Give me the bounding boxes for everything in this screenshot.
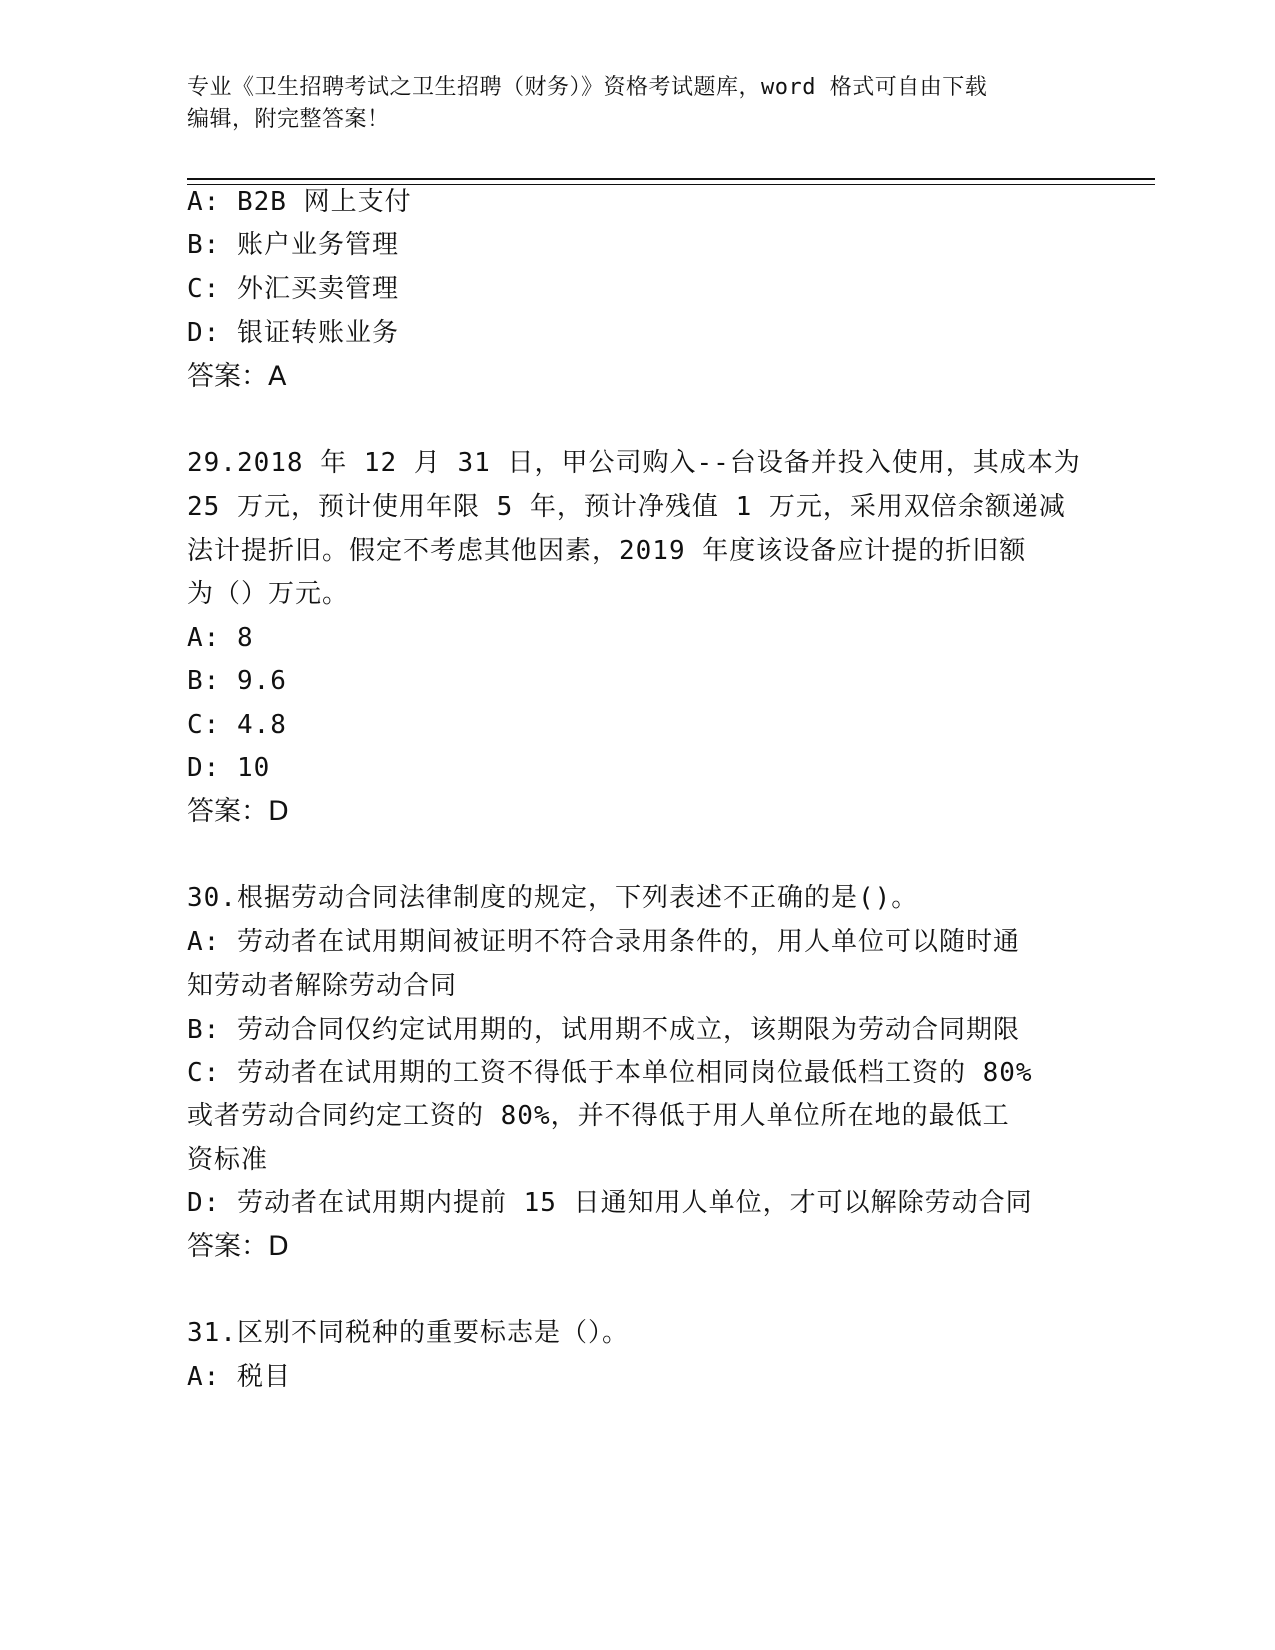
header-line-1: 专业《卫生招聘考试之卫生招聘（财务）》资格考试题库，word 格式可自由下载: [187, 75, 988, 100]
prev-answer: 答案：A: [187, 361, 287, 392]
q30-answer: 答案：D: [187, 1231, 289, 1262]
q30-line-1: A: 劳动者在试用期间被证明不符合录用条件的，用人单位可以随时通: [187, 927, 1020, 957]
q29-option-a: A: 8: [187, 623, 254, 653]
q30-line-6: 资标准: [187, 1145, 269, 1175]
document-header: [187, 72, 1087, 136]
q29-stem-line-4: 为（）万元。: [187, 579, 350, 609]
prev-option-c: C: 外汇买卖管理: [187, 274, 399, 304]
q29-stem-line-2: 25 万元，预计使用年限 5 年，预计净残值 1 万元，采用双倍余额递减: [187, 492, 1066, 522]
header-line-2: 编辑，附完整答案！: [187, 107, 390, 132]
q29-answer: 答案：D: [187, 796, 289, 827]
prev-option-a: A: B2B 网上支付: [187, 187, 412, 217]
q30-line-3: B: 劳动合同仅约定试用期的，试用期不成立，该期限为劳动合同期限: [187, 1015, 1020, 1045]
q29-option-b: B: 9.6: [187, 666, 287, 696]
q30-line-2: 知劳动者解除劳动合同: [187, 971, 458, 1001]
q30-stem: 30.根据劳动合同法律制度的规定，下列表述不正确的是()。: [187, 883, 919, 913]
q29-option-c: C: 4.8: [187, 710, 287, 740]
q30-line-5: 或者劳动合同约定工资的 80%，并不得低于用人单位所在地的最低工: [187, 1101, 1010, 1131]
q29-stem-line-1: 29.2018 年 12 月 31 日，甲公司购入--台设备并投入使用，其成本为: [187, 448, 1081, 478]
prev-option-b: B: 账户业务管理: [187, 230, 399, 260]
q30-line-4: C: 劳动者在试用期的工资不得低于本单位相同岗位最低档工资的 80%: [187, 1058, 1033, 1088]
prev-option-d: D: 银证转账业务: [187, 318, 399, 348]
q29-stem-line-3: 法计提折旧。假定不考虑其他因素，2019 年度该设备应计提的折旧额: [187, 536, 1027, 566]
q29-option-d: D: 10: [187, 753, 271, 783]
q30-line-7: D: 劳动者在试用期内提前 15 日通知用人单位，才可以解除劳动合同: [187, 1188, 1033, 1218]
q31-option-a: A: 税目: [187, 1362, 291, 1392]
q31-stem: 31.区别不同税种的重要标志是（）。: [187, 1318, 629, 1348]
header-rule-thick: [187, 178, 1155, 180]
